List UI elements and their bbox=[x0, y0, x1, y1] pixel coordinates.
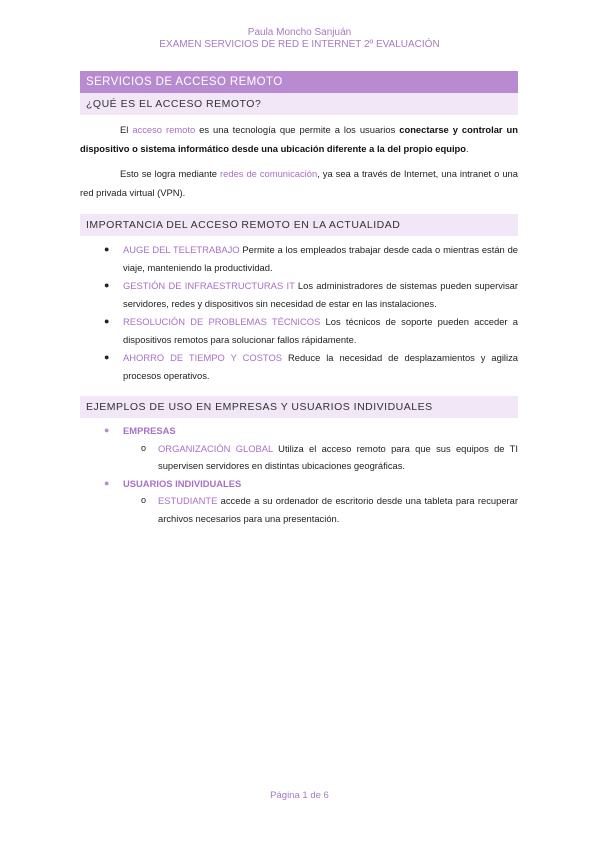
section-title: SERVICIOS DE ACCESO REMOTO bbox=[80, 71, 518, 93]
text: El bbox=[120, 124, 133, 135]
item-key: RESOLUCIÓN DE PROBLEMAS TÉCNICOS bbox=[123, 316, 321, 327]
heading-what-is: ¿QUÉ ES EL ACCESO REMOTO? bbox=[80, 93, 518, 115]
list-item bbox=[123, 492, 518, 527]
bold-definition: conectarse y controlar un dispositivo o sistema informático desde una ubicación diferente a la del propio equipo bbox=[80, 124, 518, 154]
bullet-icon: ● bbox=[104, 425, 110, 435]
list-item-empresas bbox=[80, 422, 518, 475]
circle-bullet-icon: o bbox=[141, 442, 147, 453]
paragraph-networks bbox=[80, 164, 518, 202]
text: , ya sea a través de Internet, una intranet o una red privada virtual (VPN). bbox=[80, 168, 518, 198]
bullet-icon: ● bbox=[104, 477, 110, 488]
text: Esto se logra mediante bbox=[120, 168, 221, 179]
item-key: GESTIÓN DE INFRAESTRUCTURAS IT bbox=[123, 280, 295, 291]
paragraph-definition bbox=[80, 120, 518, 158]
item-text: Reduce la necesidad de desplazamientos y agiliza procesos operativos. bbox=[123, 352, 518, 381]
header-author: Paula Moncho Sanjuán bbox=[247, 27, 352, 38]
bullet-icon: ● bbox=[104, 352, 110, 362]
group-title: EMPRESAS bbox=[123, 425, 176, 436]
item-key: ORGANIZACIÓN GLOBAL bbox=[158, 442, 273, 454]
sub-list bbox=[123, 440, 518, 475]
list-item bbox=[80, 349, 518, 384]
list-item bbox=[123, 440, 518, 475]
item-text: Los técnicos de soporte pueden acceder a dispositivos remotos para solucionar fallos rápidamente. bbox=[123, 316, 518, 345]
sub-list bbox=[123, 492, 518, 527]
item-text: Permite a los empleados trabajar desde cada o mientras están de viaje, manteniendo la productividad. bbox=[123, 244, 518, 273]
text: es una tecnología que permite a los usuarios bbox=[195, 124, 400, 135]
bullet-icon: ● bbox=[104, 244, 110, 254]
list-item bbox=[80, 277, 518, 312]
item-key: AHORRO DE TIEMPO Y COSTOS bbox=[123, 352, 283, 363]
page-footer: Página 1 de 6 bbox=[270, 790, 329, 801]
header-subtitle: EXAMEN SERVICIOS DE RED E INTERNET 2º EVALUACIÓN bbox=[159, 39, 440, 50]
list-item-usuarios bbox=[80, 475, 518, 528]
item-text: Utiliza el acceso remoto para que sus equipos de TI supervisen servidores en distintas ubicaciones geográficas. bbox=[158, 442, 518, 471]
item-text: accede a su ordenador de escritorio desde una tableta para recuperar archivos necesarios para una presentación. bbox=[158, 495, 518, 524]
bullet-icon: ● bbox=[104, 280, 110, 290]
keyword-acceso-remoto: acceso remoto bbox=[132, 124, 196, 135]
heading-examples: EJEMPLOS DE USO EN EMPRESAS Y USUARIOS INDIVIDUALES bbox=[80, 396, 518, 418]
list-item bbox=[80, 241, 518, 276]
page-header bbox=[0, 27, 599, 51]
heading-importance: IMPORTANCIA DEL ACCESO REMOTO EN LA ACTUALIDAD bbox=[80, 214, 518, 236]
item-key: ESTUDIANTE bbox=[158, 495, 218, 506]
circle-bullet-icon: o bbox=[141, 495, 147, 505]
importance-list bbox=[80, 241, 518, 384]
item-key: AUGE DEL TELETRABAJO bbox=[123, 244, 240, 255]
list-item bbox=[80, 313, 518, 348]
group-title: USUARIOS INDIVIDUALES bbox=[123, 477, 242, 489]
text: . bbox=[466, 143, 469, 154]
document-body bbox=[80, 71, 518, 527]
keyword-redes: redes de comunicación bbox=[220, 168, 318, 179]
examples-list bbox=[80, 422, 518, 527]
bullet-icon: ● bbox=[104, 316, 110, 326]
item-text: Los administradores de sistemas pueden supervisar servidores, redes y dispositivos sin necesidad de estar en las instalaciones. bbox=[123, 280, 518, 309]
